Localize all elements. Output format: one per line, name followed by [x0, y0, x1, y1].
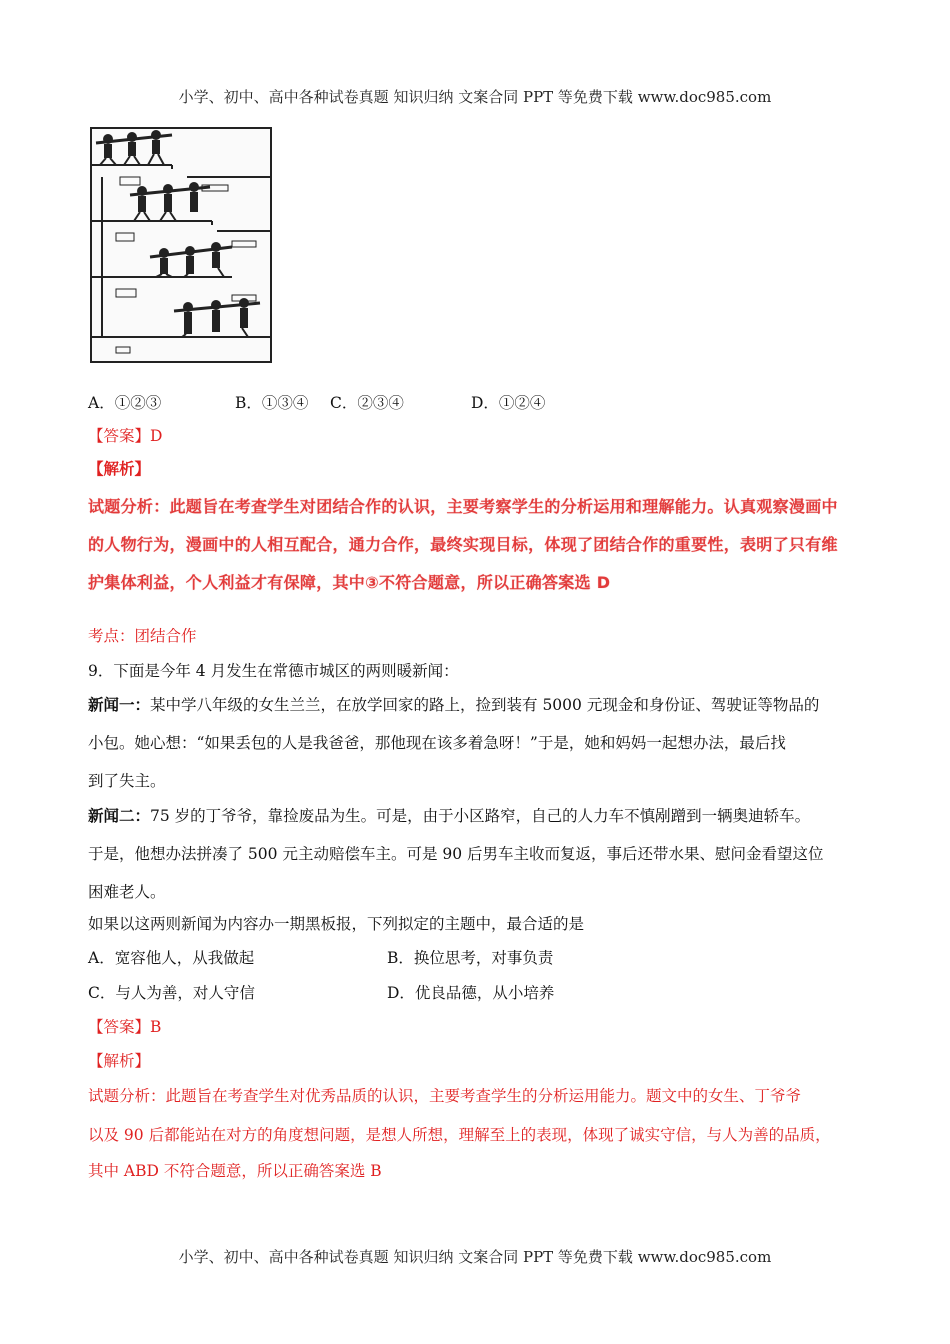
q9-news1-line-1 [88, 694, 819, 716]
q9-analysis-label: 【解析】 [88, 1052, 151, 1070]
q9-analysis-line-2: 以及 90 后都能站在对方的角度想问题，是想人所想，理解至上的表现，体现了诚实守信，与人为善的品质， [88, 1126, 831, 1144]
q8-analysis-line-3: 护集体利益，个人利益才有保障，其中③不符合题意，所以正确答案选 D [88, 573, 611, 592]
q9-news1-text-1: 某中学八年级的女生兰兰，在放学回家的路上，捡到装有 5000 元现金和身份证、驾驶证等物品的 [150, 696, 820, 714]
q8-kaodian: 考点：团结合作 [88, 627, 197, 645]
q9-news1-line-2: 小包。她心想：“如果丢包的人是我爸爸，那他现在该多着急呀！”于是，她和妈妈一起想办法，最后找 [88, 734, 786, 752]
q9-analysis-line-3: 其中 ABD 不符合题意，所以正确答案选 B [88, 1162, 382, 1180]
q9-analysis-line-1: 试题分析：此题旨在考查学生对优秀品质的认识，主要考查学生的分析运用能力。题文中的女生、丁爷爷 [88, 1087, 802, 1105]
q8-option-d: D．①②④ [471, 394, 546, 412]
q8-option-b: B．①③④ [235, 394, 309, 412]
q8-answer: 【答案】D [88, 427, 163, 445]
q8-option-c: C．②③④ [330, 394, 404, 412]
q9-news2-label: 新闻二： [88, 806, 151, 825]
q8-analysis-label: 【解析】 [88, 459, 151, 478]
q9-answer: 【答案】B [88, 1018, 162, 1036]
q9-question: 如果以这两则新闻为内容办一期黑板报，下列拟定的主题中，最合适的是 [88, 915, 585, 933]
q9-news2-line-3: 困难老人。 [88, 883, 166, 901]
teamwork-cartoon [90, 127, 272, 363]
page-header: 小学、初中、高中各种试卷真题 知识归纳 文案合同 PPT 等免费下载 www.doc985.com [178, 88, 772, 106]
q9-news2-line-1 [88, 805, 810, 827]
q8-analysis-line-2: 的人物行为，漫画中的人相互配合，通力合作，最终实现目标，体现了团结合作的重要性，表明了只有维 [88, 535, 838, 554]
q9-news2-text-1: 75 岁的丁爷爷，靠捡废品为生。可是，由于小区路窄，自己的人力车不慎剐蹭到一辆奥迪轿车。 [150, 807, 811, 825]
q8-option-a: A．①②③ [88, 394, 162, 412]
q9-stem: 9．下面是今年 4 月发生在常德市城区的两则暖新闻： [88, 662, 459, 680]
q9-news2-line-2: 于是，他想办法拼凑了 500 元主动赔偿车主。可是 90 后男车主收而复返，事后还带水果、慰问金看望这位 [88, 845, 824, 863]
q8-analysis-line-1: 试题分析：此题旨在考查学生对团结合作的认识，主要考察学生的分析运用和理解能力。认真观察漫画中 [88, 497, 838, 516]
q9-option-a: A．宽容他人，从我做起 [88, 949, 255, 967]
q9-option-d: D．优良品德，从小培养 [387, 984, 555, 1002]
q9-news1-label: 新闻一： [88, 695, 151, 714]
q9-news1-line-3: 到了失主。 [88, 772, 166, 790]
q9-option-b: B．换位思考，对事负责 [387, 949, 554, 967]
page-footer: 小学、初中、高中各种试卷真题 知识归纳 文案合同 PPT 等免费下载 www.doc985.com [178, 1248, 772, 1266]
q9-option-c: C．与人为善，对人守信 [88, 984, 255, 1002]
